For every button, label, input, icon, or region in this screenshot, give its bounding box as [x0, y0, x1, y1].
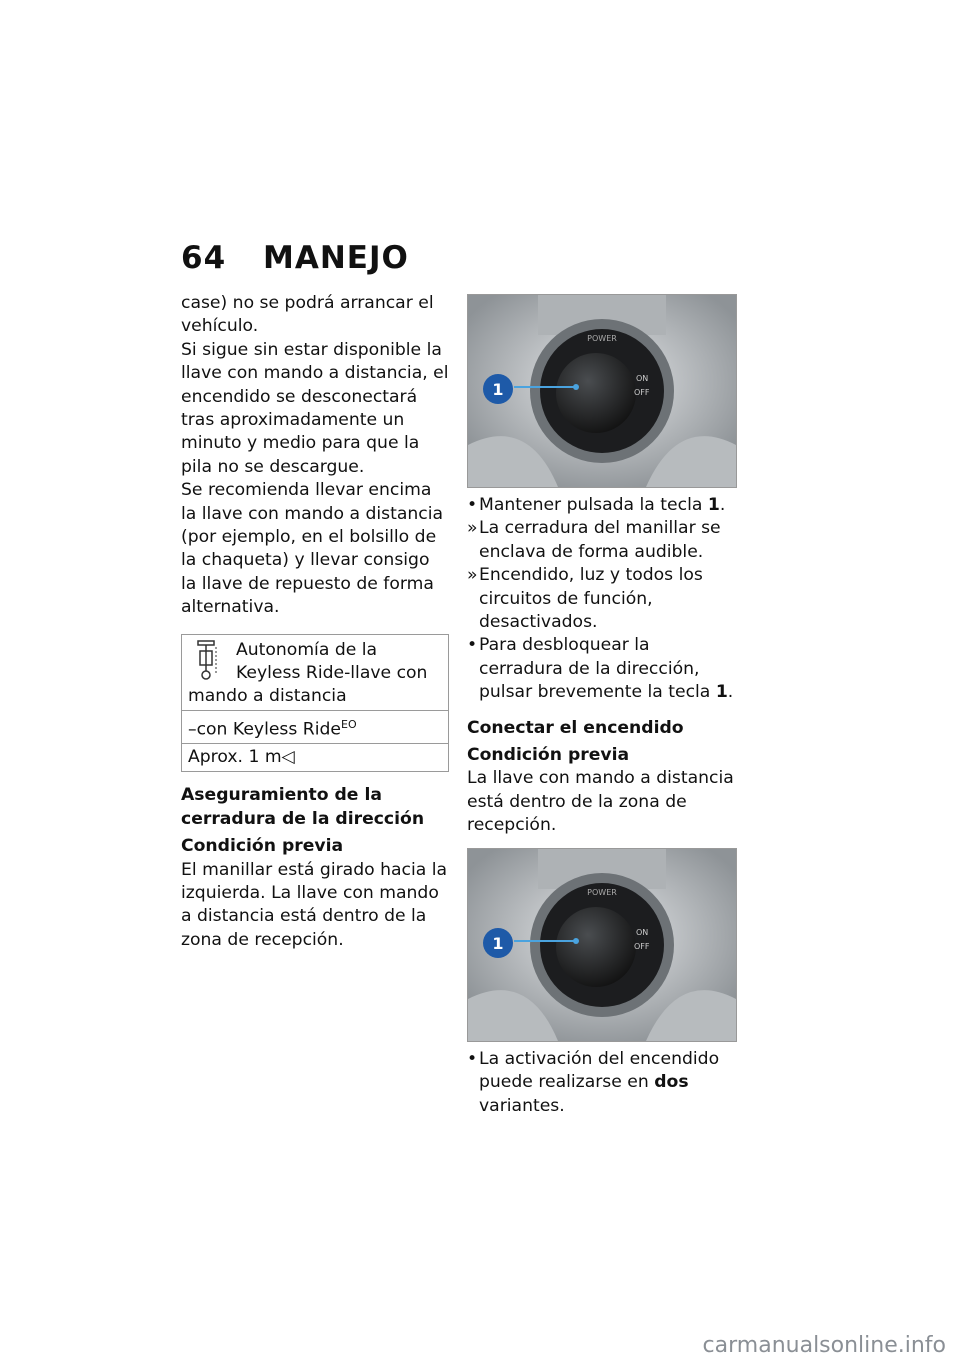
callout-dot	[573, 938, 579, 944]
right-column	[467, 294, 735, 1118]
paragraph: El manillar está girado hacia la izquierda. La llave con mando a distancia está dentro de la zona de recepción.	[181, 859, 448, 950]
ignition-illustration	[468, 849, 736, 1041]
range-table-row: Aprox. 1 m◁	[182, 744, 449, 772]
on-label: ON	[636, 927, 649, 937]
page-number: 64	[181, 240, 227, 276]
callout-dot	[573, 384, 579, 390]
paragraph: Si sigue sin estar disponible la llave con mando a distancia, el encendido se desconectará tras aproximadamente un minuto y medio para que la pila no se descargue.	[181, 339, 449, 477]
ring-label: POWER	[587, 334, 617, 343]
callout-number: 1	[492, 380, 504, 399]
list-item: • Para desbloquear la cerradura de la dirección, pulsar brevemente la tecla 1.	[467, 635, 734, 703]
callout-number: 1	[492, 933, 504, 953]
equipment-badge: EO	[341, 717, 357, 731]
left-column	[181, 292, 449, 952]
on-label: ON	[636, 374, 649, 383]
paragraph: case) no se podrá arrancar el vehículo.	[181, 293, 434, 337]
page-header	[181, 240, 409, 276]
heading-ignition-on: Conectar el encendido	[467, 717, 684, 738]
section-title: MANEJO	[263, 240, 409, 276]
off-label: OFF	[634, 941, 650, 951]
range-table-header: Autonomía de la Keyless Ride-llave con mando a distancia	[182, 634, 449, 710]
range-table	[181, 634, 449, 773]
off-label: OFF	[634, 388, 650, 397]
paragraph: Se recomienda llevar encima la llave con mando a distancia (por ejemplo, en el bolsillo de la chaqueta) y llevar consigo la llave de repuesto de forma alternativa.	[181, 480, 444, 618]
heading-precondition: Condición previa	[467, 745, 630, 766]
watermark-link[interactable]: carmanualsonline.info	[702, 1333, 946, 1358]
paragraph: La llave con mando a distancia está dentro de la zona de recepción.	[467, 768, 734, 836]
list-item: » La cerradura del manillar se enclava de forma audible.	[467, 518, 721, 562]
range-table-row: –con Keyless Ride$^{EO}$	[182, 710, 449, 744]
steps-list	[467, 1048, 735, 1118]
list-item: • Mantener pulsada la tecla 1.	[467, 495, 726, 515]
list-item: • La activación del encendido puede realizarse en dos variantes.	[467, 1048, 720, 1116]
key-fob-range-icon	[196, 639, 226, 681]
dash: –	[188, 719, 197, 740]
heading-precondition: Condición previa	[181, 836, 344, 857]
ring-label: POWER	[587, 887, 617, 897]
ignition-photo	[467, 294, 737, 488]
ignition-illustration	[468, 295, 736, 487]
end-marker-icon: ◁	[281, 747, 295, 768]
heading-steering-lock: Aseguramiento de la cerradura de la dirección	[181, 785, 425, 829]
list-item: » Encendido, luz y todos los circuitos de función, desactivados.	[467, 565, 703, 633]
steps-list	[467, 494, 735, 705]
ignition-photo	[467, 848, 737, 1042]
